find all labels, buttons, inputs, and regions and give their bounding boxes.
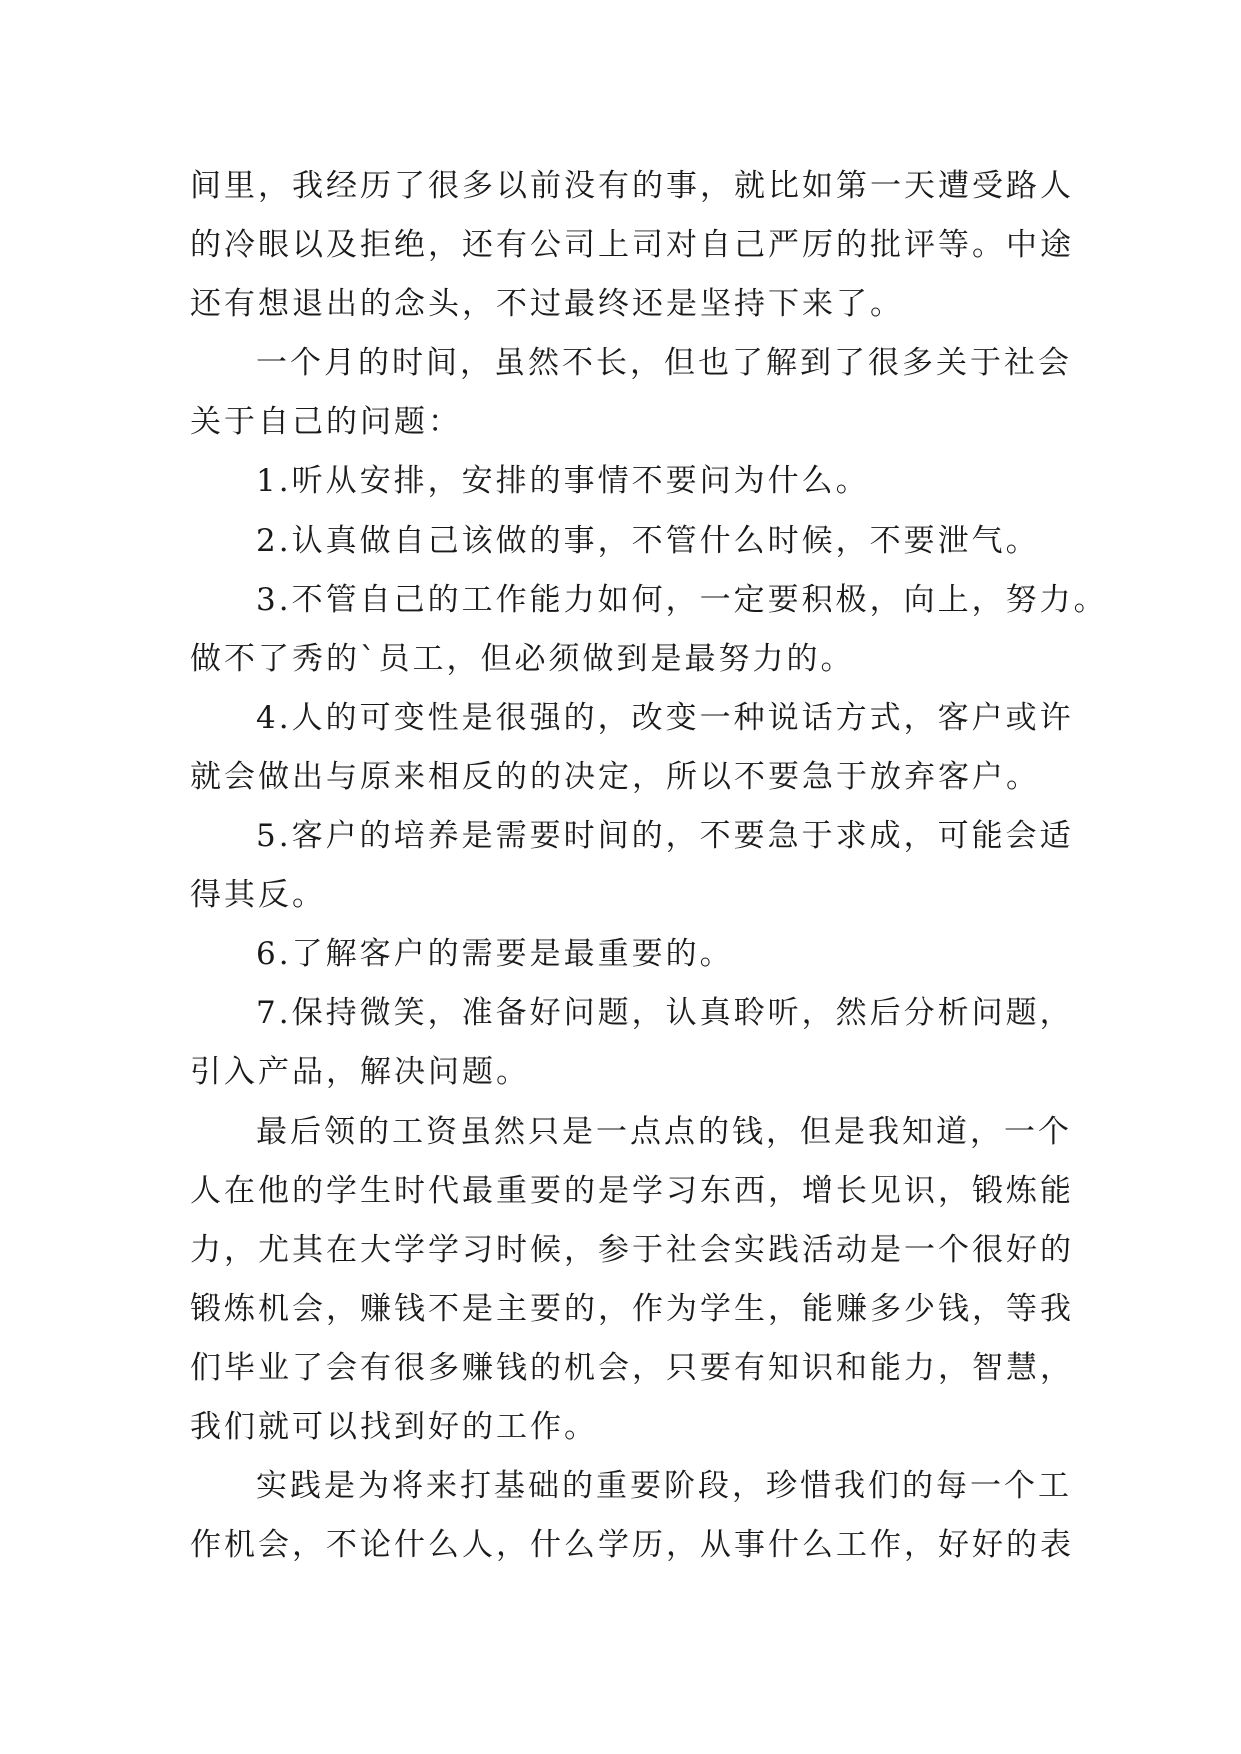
text-line: 实践是为将来打基础的重要阶段，珍惜我们的每一个工	[256, 1468, 1072, 1505]
text-line: 的冷眼以及拒绝，还有公司上司对自己严厉的批评等。中途	[190, 227, 1074, 264]
text-line: 们毕业了会有很多赚钱的机会，只要有知识和能力，智慧，	[190, 1349, 1074, 1386]
text-line: 最后领的工资虽然只是一点点的钱，但是我知道，一个	[256, 1113, 1072, 1150]
text-line: 一个月的时间，虽然不长，但也了解到了很多关于社会	[256, 345, 1072, 382]
list-item: 2.认真做自己该做的事，不管什么时候，不要泄气。	[256, 522, 1040, 559]
text-line: 做不了秀的`员工，但必须做到是最努力的。	[190, 640, 855, 677]
list-item: 3.不管自己的工作能力如何，一定要积极，向上，努力。	[256, 581, 1108, 618]
list-item: 7.保持微笑，准备好问题，认真聆听，然后分析问题，	[256, 995, 1074, 1032]
text-line: 关于自己的问题：	[190, 404, 462, 441]
list-item: 5.客户的培养是需要时间的，不要急于求成，可能会适	[256, 818, 1074, 855]
list-item: 6.了解客户的需要是最重要的。	[256, 936, 734, 973]
list-item: 1.听从安排，安排的事情不要问为什么。	[256, 463, 870, 500]
text-line: 还有想退出的念头，不过最终还是坚持下来了。	[190, 286, 904, 323]
text-line: 锻炼机会，赚钱不是主要的，作为学生，能赚多少钱，等我	[190, 1290, 1074, 1327]
text-line: 引入产品，解决问题。	[190, 1054, 530, 1091]
text-line: 就会做出与原来相反的的决定，所以不要急于放弃客户。	[190, 758, 1040, 795]
text-line: 得其反。	[190, 877, 326, 914]
text-line: 作机会，不论什么人，什么学历，从事什么工作，好好的表	[190, 1527, 1074, 1564]
text-line: 人在他的学生时代最重要的是学习东西，增长见识，锻炼能	[190, 1172, 1074, 1209]
text-line: 我们就可以找到好的工作。	[190, 1408, 598, 1445]
document-body	[190, 157, 1108, 1575]
text-line: 力，尤其在大学学习时候，参于社会实践活动是一个很好的	[190, 1231, 1074, 1268]
list-item: 4.人的可变性是很强的，改变一种说话方式，客户或许	[256, 699, 1074, 736]
text-line: 间里，我经历了很多以前没有的事，就比如第一天遭受路人	[190, 168, 1074, 204]
